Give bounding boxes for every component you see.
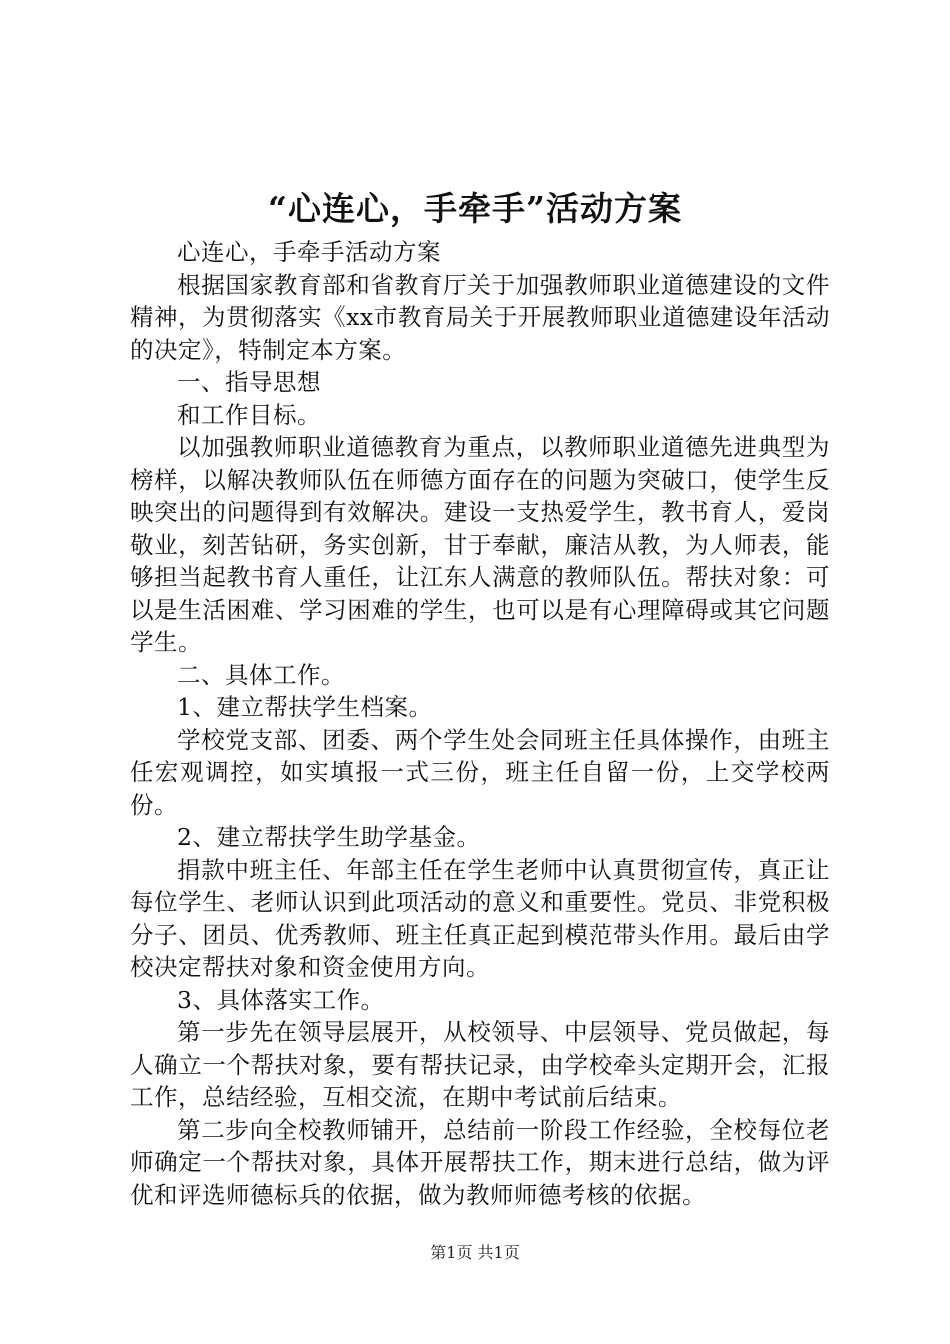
paragraph-step-2: 第二步向全校教师铺开，总结前一阶段工作经验，全校每位老师确定一个帮扶对象，具体开展帮扶工作，期末进行总结，做为评优和评选师德标兵的依据，做为教师师德考核的依据。: [130, 1115, 830, 1209]
heading-item-3: 3、具体落实工作。: [177, 985, 385, 1014]
heading-guiding-thought: 一、指导思想: [177, 368, 321, 396]
document-body: [130, 236, 830, 1211]
paragraph-item-1: 学校党支部、团委、两个学生处会同班主任具体操作，由班主任宏观调控，如实填报一式三份，班主任自留一份，上交学校两份。: [130, 725, 830, 819]
heading-work-goals: 和工作目标。: [177, 400, 321, 429]
paragraph-item-2: 捐款中班主任、年部主任在学生老师中认真贯彻宣传，真正让每位学生、老师认识到此项活动的意义和重要性。党员、非党积极分子、团员、优秀教师、班主任真正起到模范带头作用。最后由学校决定帮扶对象和资金使用方向。: [130, 855, 830, 981]
paragraph-step-1: 第一步先在领导层展开，从校领导、中层领导、党员做起，每人确立一个帮扶对象，要有帮扶记录，由学校牵头定期开会，汇报工作，总结经验，互相交流，在期中考试前后结束。: [130, 1018, 830, 1111]
page-footer: 第1页 共1页: [430, 1243, 520, 1262]
heading-item-2: 2、建立帮扶学生助学基金。: [177, 823, 481, 851]
page-title: “心连心，手牵手”活动方案: [268, 189, 682, 228]
paragraph-intro: 根据国家教育部和省教育厅关于加强教师职业道德建设的文件精神，为贯彻落实《xx市教育局关于开展教师职业道德建设年活动的决定》，特制定本方案。: [130, 270, 830, 364]
paragraph-goals: 以加强教师职业道德教育为重点，以教师职业道德先进典型为榜样，以解决教师队伍在师德方面存在的问题为突破口，使学生反映突出的问题得到有效解决。建设一支热爱学生，教书育人，爱岗敬业，刻苦钻研，务实创新，甘于奉献，廉洁从教，为人师表，能够担当起教书育人重任，让江东人满意的教师队伍。帮扶对象：可以是生活困难、学习困难的学生，也可以是有心理障碍或其它问题学生。: [130, 433, 830, 656]
heading-item-1: 1、建立帮扶学生档案。: [177, 693, 433, 721]
heading-specific-work: 二、具体工作。: [177, 660, 345, 689]
paragraph-subtitle: 心连心，手牵手活动方案: [177, 238, 441, 266]
